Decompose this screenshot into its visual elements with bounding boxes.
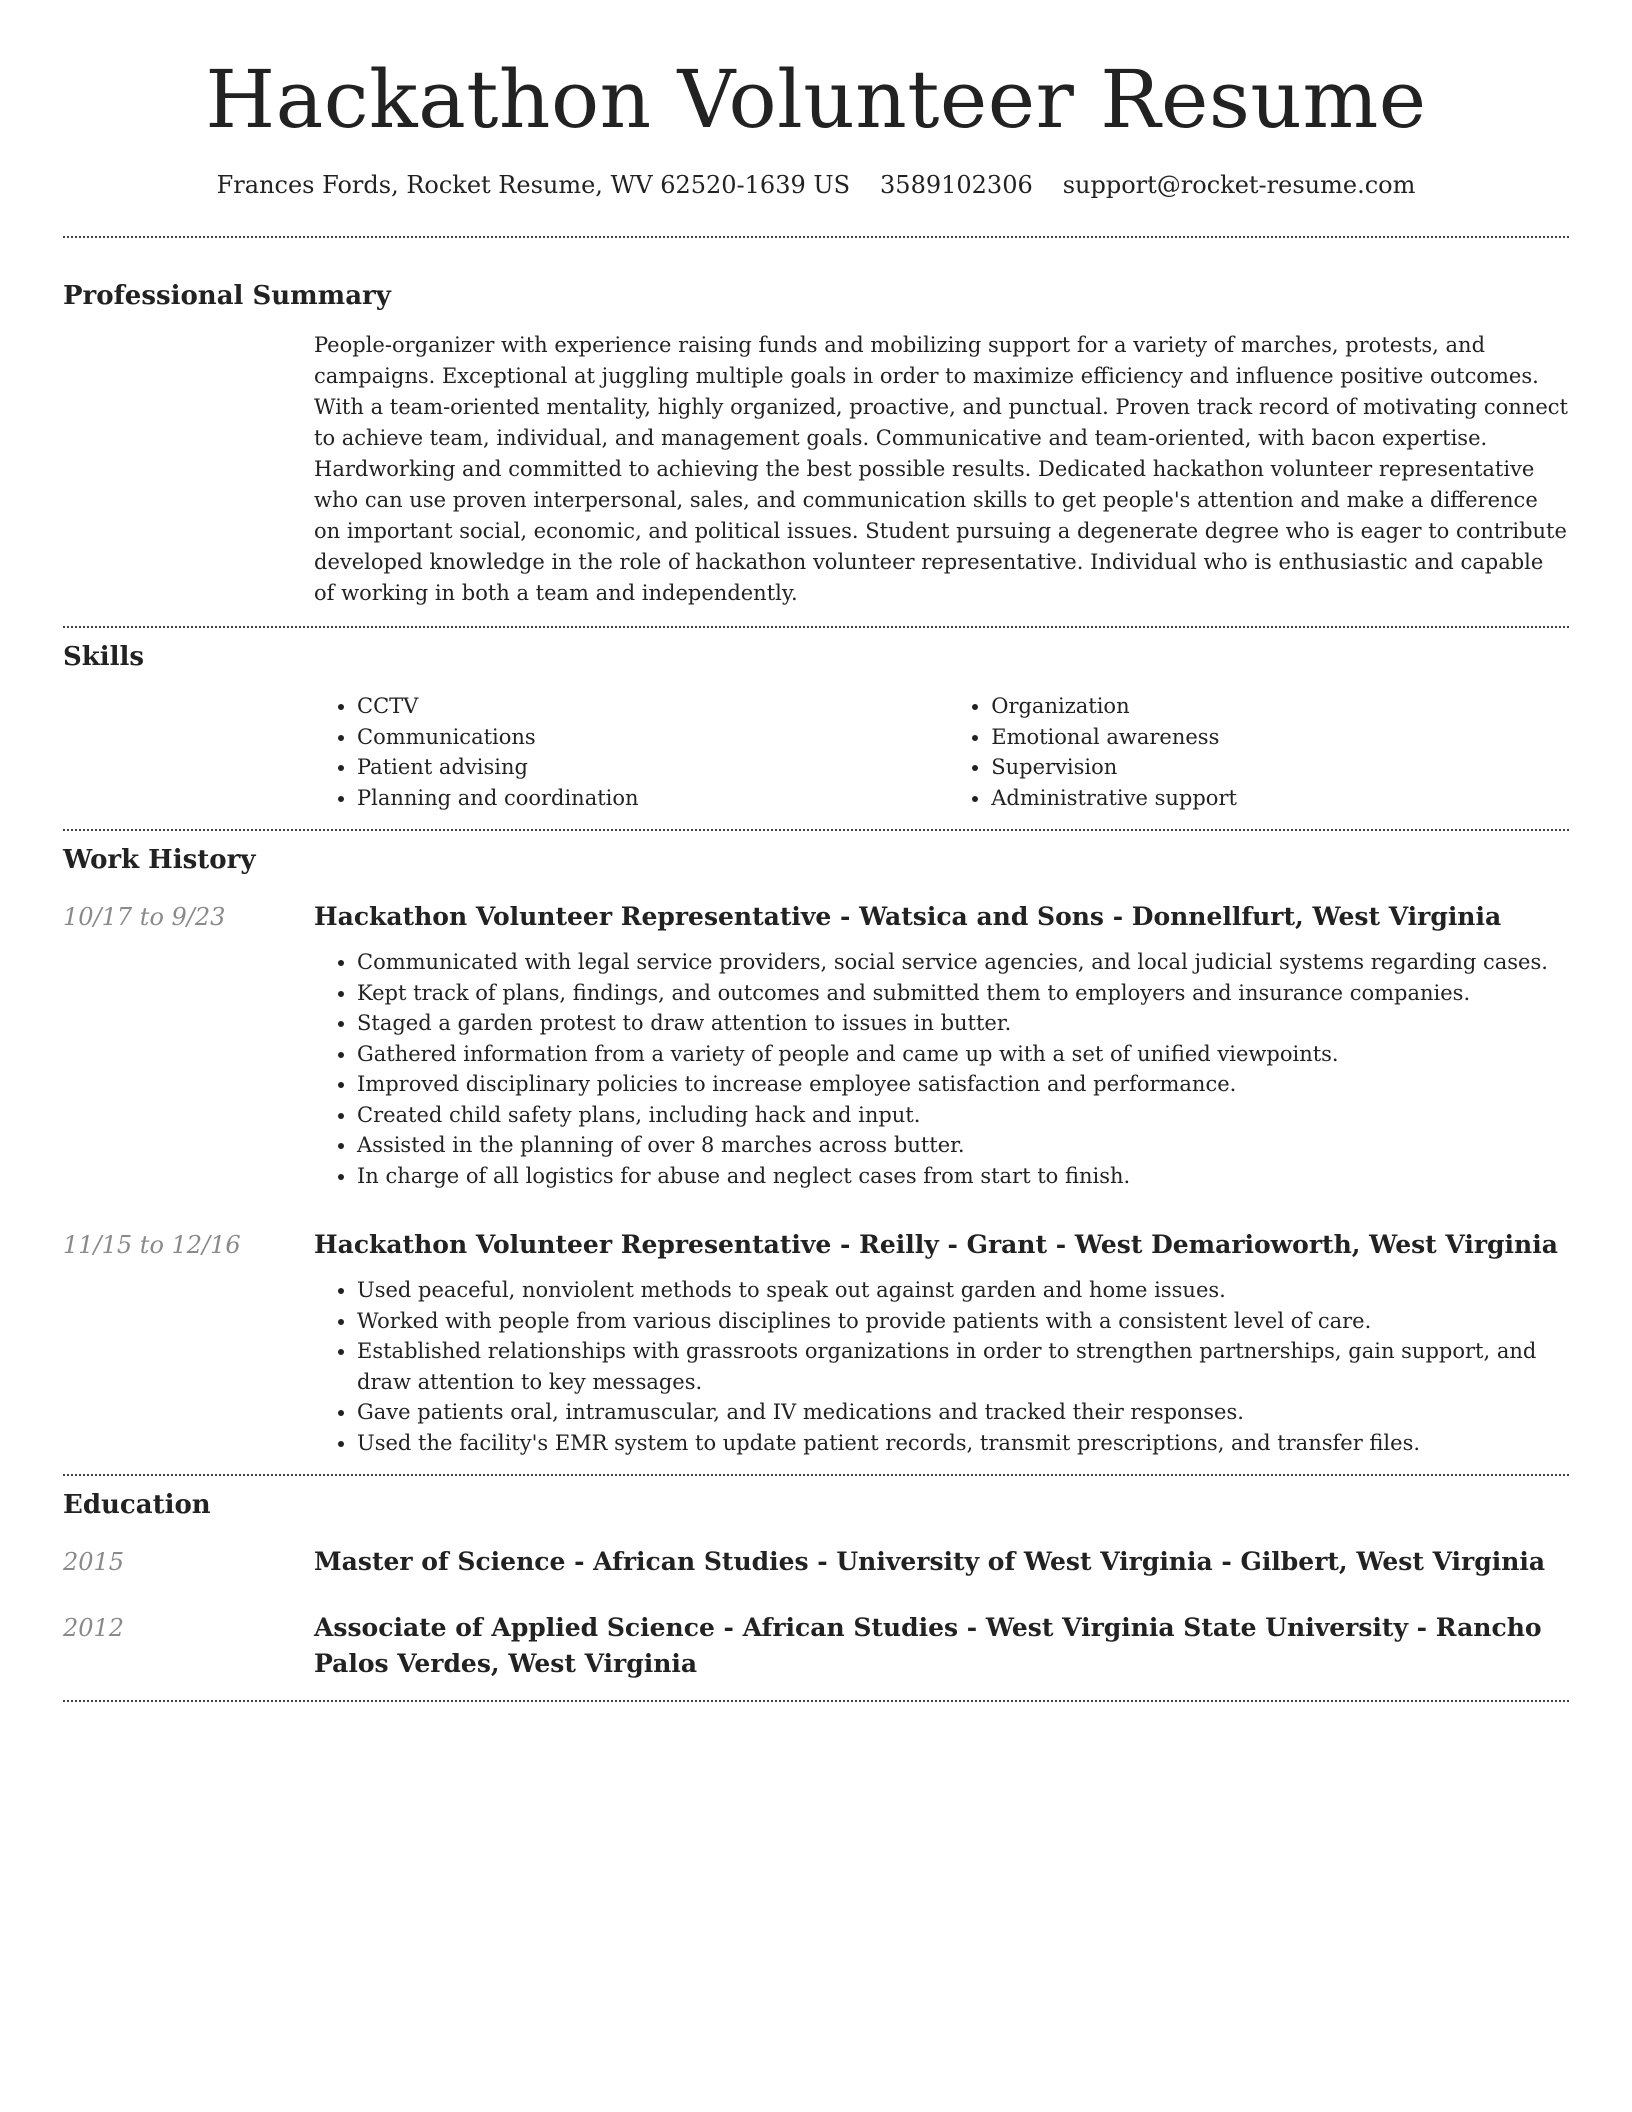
skills-section (63, 639, 1569, 813)
job-bullet: • Used peaceful, nonviolent methods to speak out against garden and home issues. (357, 1275, 1569, 1306)
job-title: Hackathon Volunteer Representative - Watsica and Sons - Donnellfurt, West Virginia (314, 902, 1502, 931)
job-dates: 10/17 to 9/23 (63, 903, 226, 931)
skills-heading: Skills (63, 642, 145, 672)
education-section (63, 1487, 1569, 1682)
job-bullet: • Worked with people from various disciplines to provide patients with a consistent level of care. (357, 1306, 1569, 1337)
education-title: Master of Science - African Studies - University of West Virginia - Gilbert, West Virginia (314, 1547, 1546, 1576)
divider (63, 236, 1569, 238)
job-bullet: • Kept track of plans, findings, and outcomes and submitted them to employers and insurance companies. (357, 978, 1569, 1009)
skills-list-right (948, 691, 1569, 813)
job-entry (63, 1227, 1569, 1458)
education-entry (63, 1544, 1569, 1580)
skill-item: • Emotional awareness (991, 722, 1569, 753)
education-year: 2015 (63, 1548, 125, 1576)
education-heading: Education (63, 1490, 211, 1520)
skill-item: • CCTV (357, 691, 948, 722)
divider (63, 1700, 1569, 1702)
job-bullets (314, 1275, 1569, 1458)
education-entry (63, 1610, 1569, 1682)
job-dates: 11/15 to 12/16 (63, 1231, 241, 1259)
job-bullet: • In charge of all logistics for abuse and neglect cases from start to finish. (357, 1161, 1569, 1192)
resume-title: Hackathon Volunteer Resume (205, 53, 1427, 146)
job-bullet: • Gathered information from a variety of people and came up with a set of unified viewpoints. (357, 1039, 1569, 1070)
job-bullet: • Used the facility's EMR system to update patient records, transmit prescriptions, and transfer files. (357, 1428, 1569, 1459)
work-heading: Work History (63, 845, 256, 875)
contact-phone: 3589102306 (880, 171, 1033, 199)
contact-address: Frances Fords, Rocket Resume, WV 62520-1639 US (216, 171, 851, 199)
skill-item: • Patient advising (357, 752, 948, 783)
job-bullet: • Improved disciplinary policies to increase employee satisfaction and performance. (357, 1069, 1569, 1100)
skill-item: • Communications (357, 722, 948, 753)
job-bullet: • Staged a garden protest to draw attention to issues in butter. (357, 1008, 1569, 1039)
divider (63, 1474, 1569, 1476)
summary-section (63, 278, 1569, 609)
job-title: Hackathon Volunteer Representative - Reilly - Grant - West Demarioworth, West Virginia (314, 1230, 1558, 1259)
work-section (63, 842, 1569, 1458)
job-bullet: • Assisted in the planning of over 8 marches across butter. (357, 1130, 1569, 1161)
education-year: 2012 (63, 1614, 125, 1642)
contact-email: support@rocket-resume.com (1062, 171, 1416, 199)
skill-item: • Planning and coordination (357, 783, 948, 814)
job-bullet: • Communicated with legal service providers, social service agencies, and local judicial systems regarding cases. (357, 947, 1569, 978)
skill-item: • Organization (991, 691, 1569, 722)
divider (63, 829, 1569, 831)
skills-list-left (314, 691, 948, 813)
divider (63, 626, 1569, 628)
education-title: Associate of Applied Science - African Studies - West Virginia State University - Rancho Palos Verdes, West Virginia (314, 1613, 1542, 1678)
job-entry (63, 899, 1569, 1191)
job-bullet: • Established relationships with grassroots organizations in order to strengthen partnerships, gain support, and draw attention to key messages. (357, 1336, 1569, 1397)
job-bullet: • Gave patients oral, intramuscular, and IV medications and tracked their responses. (357, 1397, 1569, 1428)
job-bullets (314, 947, 1569, 1191)
summary-heading: Professional Summary (63, 281, 391, 311)
summary-text: People-organizer with experience raising funds and mobilizing support for a variety of marches, protests, and campaigns. Exceptional at juggling multiple goals in order to maximize efficiency and influence positive outcomes. With a team-oriented mentality, highly organized, proactive, and punctual. Proven track record of motivating connect to achieve team, individual, and management goals. Communicative and team-oriented, with bacon expertise. Hardworking and committed to achieving the best possible results. Dedicated hackathon volunteer representative who can use proven interpersonal, sales, and communication skills to get people's attention and make a difference on important social, economic, and political issues. Student pursuing a degenerate degree who is eager to contribute developed knowledge in the role of hackathon volunteer representative. Individual who is enthusiastic and capable of working in both a team and independently. (314, 333, 1568, 605)
skill-item: • Supervision (991, 752, 1569, 783)
contact-line (63, 168, 1569, 202)
skill-item: • Administrative support (991, 783, 1569, 814)
job-bullet: • Created child safety plans, including hack and input. (357, 1100, 1569, 1131)
